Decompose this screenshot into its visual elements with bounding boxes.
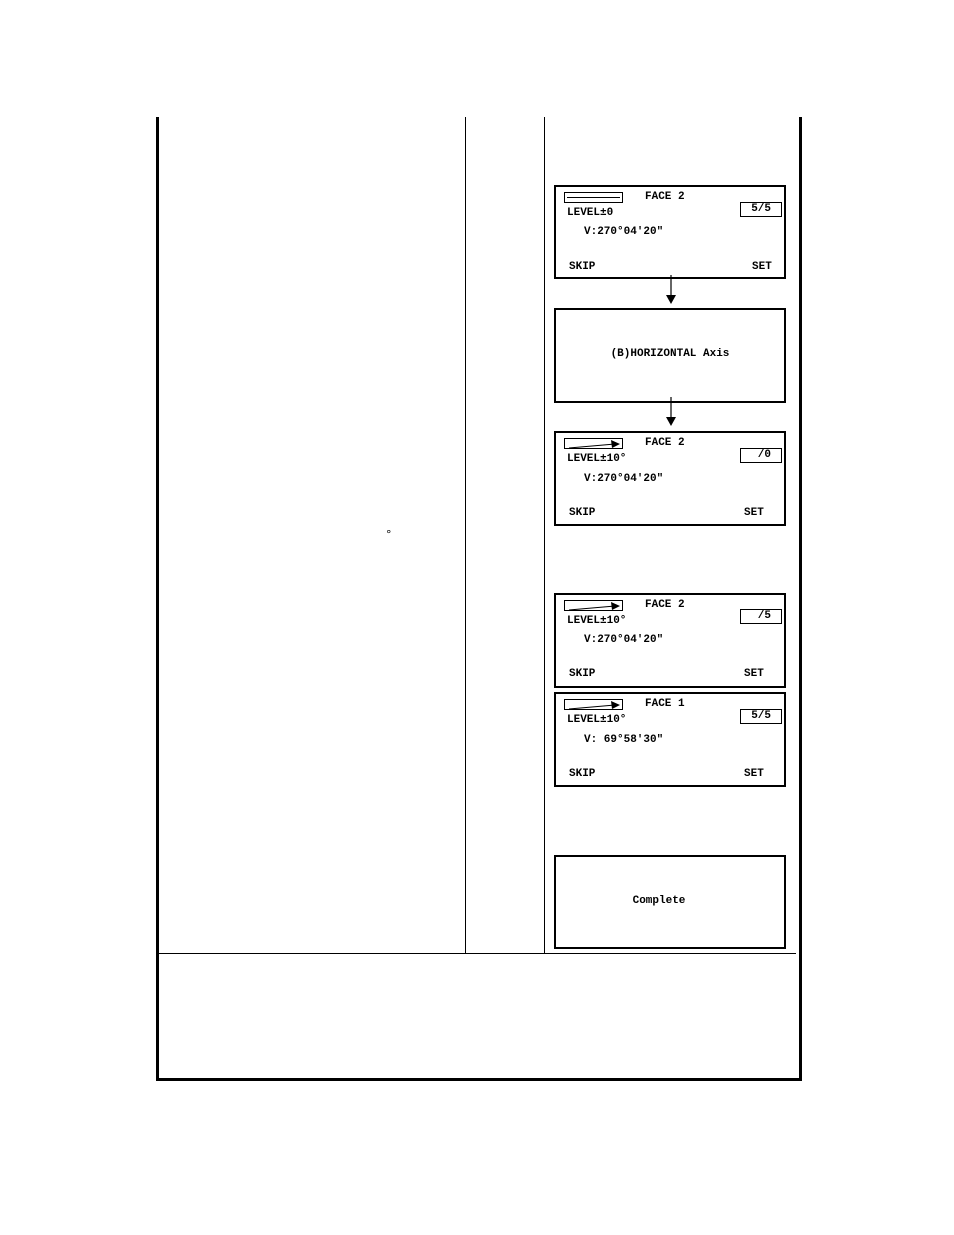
vertical-angle: V: 69°58'30": [584, 734, 664, 746]
column-divider-2: [544, 117, 545, 953]
level-readout: LEVEL±10°: [567, 453, 627, 465]
counter-box: /5: [740, 609, 782, 624]
counter-box: 5/5: [740, 709, 782, 724]
level-readout: LEVEL±10°: [567, 615, 627, 627]
face-label: FACE 2: [645, 191, 685, 203]
vertical-angle: V:270°04'20": [584, 473, 664, 485]
flow-arrow-1: [665, 275, 677, 305]
display-screen-face2-level0: [554, 185, 786, 279]
set-softkey[interactable]: SET: [744, 507, 764, 519]
row-divider: [157, 953, 796, 954]
display-screen-face2-counter5: [554, 593, 786, 688]
set-softkey[interactable]: SET: [752, 261, 772, 273]
screen-message: (B)HORIZONTAL Axis: [610, 348, 730, 360]
display-screen-horizontal-axis: [554, 308, 786, 403]
vertical-angle: V:270°04'20": [584, 634, 664, 646]
level-bar-tilted: [564, 600, 623, 611]
degree-mark: °: [386, 528, 392, 541]
display-screen-face1: [554, 692, 786, 787]
display-screen-complete: [554, 855, 786, 949]
face-label: FACE 1: [645, 698, 685, 710]
vertical-angle: V:270°04'20": [584, 226, 664, 238]
level-bar-flat: [564, 192, 623, 203]
face-label: FACE 2: [645, 599, 685, 611]
set-softkey[interactable]: SET: [744, 668, 764, 680]
counter-box: /0: [740, 448, 782, 463]
level-bar-tilted: [564, 438, 623, 449]
skip-softkey[interactable]: SKIP: [569, 668, 596, 680]
display-screen-face2-counter0: [554, 431, 786, 526]
skip-softkey[interactable]: SKIP: [569, 768, 596, 780]
level-readout: LEVEL±0: [567, 207, 614, 219]
set-softkey[interactable]: SET: [744, 768, 764, 780]
counter-box: 5/5: [740, 202, 782, 217]
skip-softkey[interactable]: SKIP: [569, 261, 596, 273]
level-bar-tilted: [564, 699, 623, 710]
flow-arrow-2: [665, 397, 677, 427]
face-label: FACE 2: [645, 437, 685, 449]
skip-softkey[interactable]: SKIP: [569, 507, 596, 519]
column-divider-1: [465, 117, 466, 953]
level-readout: LEVEL±10°: [567, 714, 627, 726]
screen-message: Complete: [632, 895, 686, 907]
